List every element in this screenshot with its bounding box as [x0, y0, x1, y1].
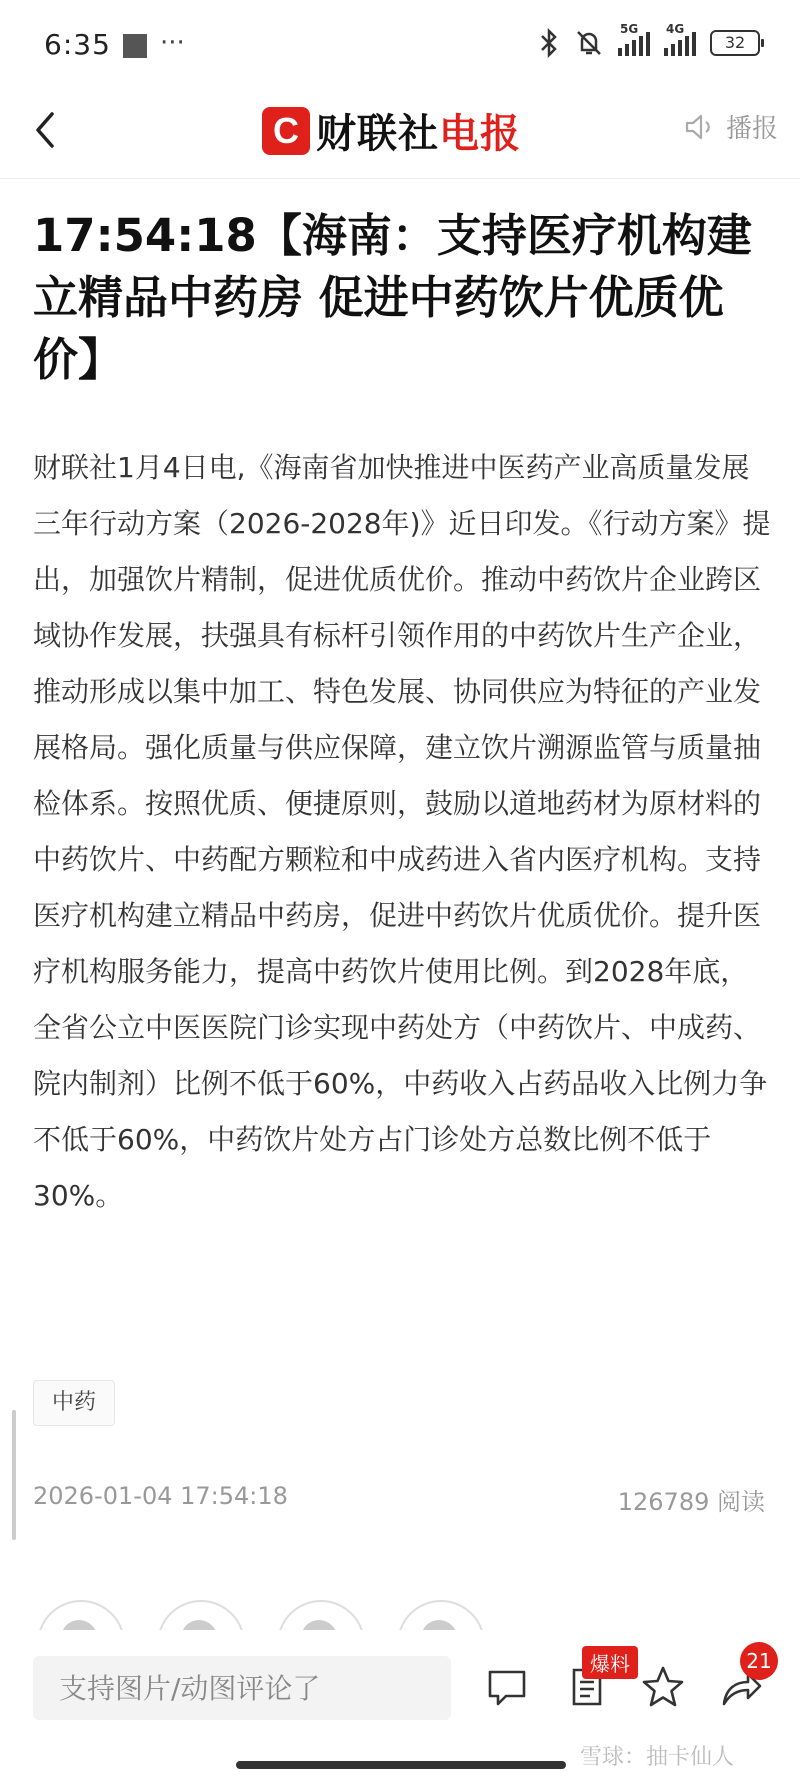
- net2-label: 4G: [666, 22, 685, 36]
- bottom-bar: [0, 1630, 800, 1780]
- mute-bell-icon: [574, 28, 604, 58]
- share-row: [0, 1594, 800, 1630]
- status-time: 6:35: [44, 28, 111, 61]
- back-arrow-icon[interactable]: [24, 106, 72, 154]
- bluetooth-icon: [538, 28, 560, 58]
- app-logo: [262, 102, 521, 159]
- favorite-star-icon[interactable]: [640, 1664, 686, 1710]
- signal-5g-icon: [618, 22, 650, 56]
- publish-date: 2026-01-04 17:54:18: [33, 1482, 288, 1510]
- broadcast-label: 播报: [725, 114, 778, 144]
- read-count: 126789 阅读: [617, 1488, 765, 1516]
- logo-text-red: 电报: [439, 111, 521, 157]
- net1-label: 5G: [620, 22, 639, 36]
- comment-icon[interactable]: [484, 1664, 530, 1710]
- status-icons: [538, 22, 760, 58]
- scroll-indicator: [12, 1410, 16, 1540]
- logo-text-black: 财联社: [316, 111, 439, 157]
- home-indicator[interactable]: [236, 1761, 566, 1769]
- speaker-icon: [684, 112, 716, 142]
- logo-text: [316, 102, 521, 159]
- battery-icon: 32: [710, 30, 760, 56]
- share-wechat-icon[interactable]: [37, 1600, 125, 1630]
- baoliao-badge: 爆料: [582, 1646, 638, 1679]
- broadcast-button[interactable]: [684, 108, 778, 145]
- article-body: 财联社1月4日电,《海南省加快推进中医药产业高质量发展三年行动方案（2026-2028年)》近日印发。《行动方案》提出，加强饮片精制，促进优质优价。推动中药饮片企业跨区域协作发展，扶强具有标杆引领作用的中药饮片生产企业，推动形成以集中加工、特色发展、协同供应为特征的产业发展格局。强化质量与供应保障，建立饮片溯源监管与质量抽检体系。按照优质、便捷原则，鼓励以道地药材为原材料的中药饮片、中药配方颗粒和中成药进入省内医疗机构。支持医疗机构建立精品中药房，促进中药饮片优质优价。提升医疗机构服务能力，提高中药饮片使用比例。到2028年底，全省公立中医医院门诊实现中药处方（中药饮片、中成药、院内制剂）比例不低于60%，中药收入占药品收入比例力争不低于60%，中药饮片处方占门诊处方总数比例不低于30%。: [33, 451, 771, 1212]
- topic-tag[interactable]: 中药: [33, 1380, 115, 1426]
- share-moments-icon[interactable]: [157, 1600, 245, 1630]
- article-title: 17:54:18【海南：支持医疗机构建立精品中药房 促进中药饮片优质优价】: [33, 209, 752, 386]
- watermark: 雪球：抽卡仙人: [580, 1745, 735, 1770]
- notification-icon: [123, 34, 147, 58]
- signal-4g-icon: [664, 22, 696, 56]
- more-notifications-icon: ···: [160, 28, 185, 58]
- comment-input[interactable]: [33, 1656, 451, 1720]
- share-qq-icon[interactable]: [277, 1600, 365, 1630]
- share-weibo-icon[interactable]: [397, 1600, 485, 1630]
- share-count-badge: 21: [740, 1642, 778, 1680]
- status-bar: [0, 0, 800, 90]
- logo-mark: C: [262, 107, 310, 155]
- app-header: [0, 90, 800, 179]
